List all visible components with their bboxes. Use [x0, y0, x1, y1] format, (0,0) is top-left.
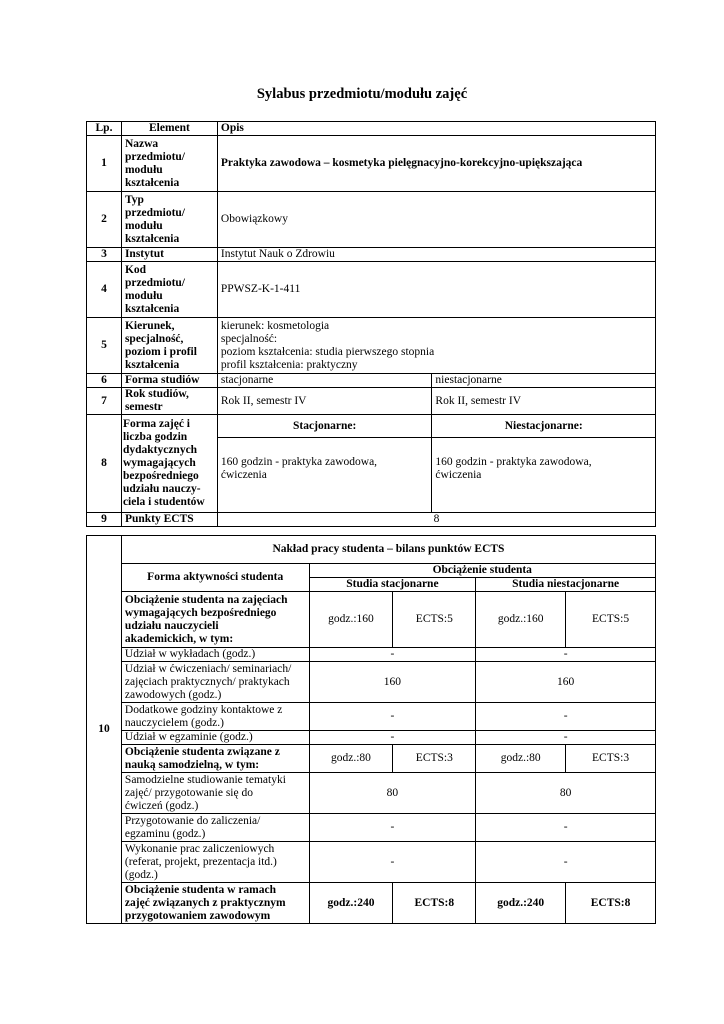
- activity-label: Obciążenie studenta związane z nauką samodzielną, w tym:: [121, 745, 309, 773]
- table-row: [87, 648, 656, 662]
- stac-ects: ECTS:3: [393, 745, 476, 773]
- activity-label: Wykonanie prac zaliczeniowych (referat, projekt, prezentacja itd.) (godz.): [121, 842, 309, 883]
- table-row: [87, 374, 656, 388]
- niestac-ects: ECTS:8: [566, 883, 656, 924]
- niestac-header: Niestacjonarne:: [432, 415, 656, 438]
- row-value-niestac: niestacjonarne: [432, 374, 656, 388]
- row-number: 9: [87, 513, 122, 527]
- row-value-stac: Rok II, semestr IV: [217, 388, 432, 415]
- stac-hours: godz.:240: [309, 883, 393, 924]
- stac-hours: godz.:80: [309, 745, 393, 773]
- row-value: PPWSZ-K-1-411: [217, 262, 655, 318]
- row-element: Forma zajęć i liczba godzin dydaktycznych wymagających bezpośredniego udziału nauczy- ciela i studentów: [121, 415, 217, 513]
- row-value-niestac: 160 godzin - praktyka zawodowa, ćwiczenia: [432, 438, 656, 513]
- row-value: kierunek: kosmetologia specjalność: poziom kształcenia: studia pierwszego stopnia profil kształcenia: praktyczny: [217, 318, 655, 374]
- table-row: [87, 773, 656, 814]
- workload-title: Nakład pracy studenta – bilans punktów ECTS: [121, 536, 655, 564]
- stac-value: 160: [309, 662, 476, 703]
- stac-ects: ECTS:8: [393, 883, 476, 924]
- niestac-hours: godz.:80: [476, 745, 566, 773]
- header-load: Obciążenie studenta: [309, 564, 655, 578]
- table-row: [87, 513, 656, 527]
- row-element: Instytut: [121, 248, 217, 262]
- row-element: Nazwa przedmiotu/ modułu kształcenia: [121, 136, 217, 192]
- table-row: [87, 136, 656, 192]
- activity-label: Obciążenie studenta na zajęciach wymagających bezpośredniego udziału nauczycieli akademickich, w tym:: [121, 592, 309, 648]
- row-value-stac: stacjonarne: [217, 374, 432, 388]
- header-stac: Studia stacjonarne: [309, 578, 476, 592]
- document-title: Sylabus przedmiotu/modułu zajęć: [256, 86, 468, 102]
- row-element: Punkty ECTS: [121, 513, 217, 527]
- niestac-value: -: [476, 842, 656, 883]
- niestac-hours: godz.:240: [476, 883, 566, 924]
- header-activity: Forma aktywności studenta: [121, 564, 309, 592]
- row-element: Kod przedmiotu/ modułu kształcenia: [121, 262, 217, 318]
- niestac-value: -: [476, 731, 656, 745]
- activity-label: Samodzielne studiowanie tematyki zajęć/ przygotowanie się do ćwiczeń (godz.): [121, 773, 309, 814]
- activity-label: Udział w egzaminie (godz.): [121, 731, 309, 745]
- row-element: Kierunek, specjalność, poziom i profil kształcenia: [121, 318, 217, 374]
- stac-ects: ECTS:5: [393, 592, 476, 648]
- stac-value: -: [309, 814, 476, 842]
- row-number: 6: [87, 374, 122, 388]
- row-value: Instytut Nauk o Zdrowiu: [217, 248, 655, 262]
- syllabus-table: [86, 121, 656, 527]
- table-row: [87, 248, 656, 262]
- row-value: Obowiązkowy: [217, 192, 655, 248]
- stac-value: -: [309, 648, 476, 662]
- header-niestac: Studia niestacjonarne: [476, 578, 656, 592]
- workload-title-row: [87, 536, 656, 564]
- stac-value: 80: [309, 773, 476, 814]
- activity-label: Dodatkowe godziny kontaktowe z nauczycielem (godz.): [121, 703, 309, 731]
- table-row: [87, 731, 656, 745]
- stac-value: -: [309, 703, 476, 731]
- stac-header: Stacjonarne:: [217, 415, 432, 438]
- table-row: [87, 192, 656, 248]
- row-number: 5: [87, 318, 122, 374]
- niestac-value: -: [476, 648, 656, 662]
- stac-hours: godz.:160: [309, 592, 393, 648]
- niestac-value: 160: [476, 662, 656, 703]
- table-row: [87, 415, 656, 438]
- row-number: 2: [87, 192, 122, 248]
- workload-header-row: [87, 564, 656, 578]
- activity-label: Przygotowanie do zaliczenia/ egzaminu (godz.): [121, 814, 309, 842]
- niestac-value: -: [476, 703, 656, 731]
- niestac-ects: ECTS:3: [566, 745, 656, 773]
- row-number: 3: [87, 248, 122, 262]
- row-number: 7: [87, 388, 122, 415]
- row-value-stac: 160 godzin - praktyka zawodowa, ćwiczenia: [217, 438, 432, 513]
- table-row: [87, 592, 656, 648]
- row-number: 4: [87, 262, 122, 318]
- niestac-hours: godz.:160: [476, 592, 566, 648]
- table-row: [87, 262, 656, 318]
- table-row: [87, 745, 656, 773]
- stac-value: -: [309, 731, 476, 745]
- row-value: 8: [217, 513, 655, 527]
- row-value: Praktyka zawodowa – kosmetyka pielęgnacyjno-korekcyjno-upiększająca: [217, 136, 655, 192]
- table-row: [87, 662, 656, 703]
- niestac-value: 80: [476, 773, 656, 814]
- table-row: [87, 703, 656, 731]
- workload-table: [86, 535, 656, 924]
- table-row: [87, 842, 656, 883]
- table-row: [87, 388, 656, 415]
- niestac-value: -: [476, 814, 656, 842]
- stac-value: -: [309, 842, 476, 883]
- row-element: Rok studiów, semestr: [121, 388, 217, 415]
- table-row: [87, 318, 656, 374]
- table-row: [87, 883, 656, 924]
- niestac-ects: ECTS:5: [566, 592, 656, 648]
- header-element: Element: [121, 122, 217, 136]
- header-lp: Lp.: [87, 122, 122, 136]
- header-opis: Opis: [217, 122, 655, 136]
- row-number: 8: [87, 415, 122, 513]
- table-header-row: [87, 122, 656, 136]
- row-number: 10: [87, 536, 122, 924]
- activity-label: Obciążenie studenta w ramach zajęć związanych z praktycznym przygotowaniem zawodowym: [121, 883, 309, 924]
- activity-label: Udział w ćwiczeniach/ seminariach/ zajęciach praktycznych/ praktykach zawodowych (godz.): [121, 662, 309, 703]
- row-element: Forma studiów: [121, 374, 217, 388]
- table-row: [87, 814, 656, 842]
- row-value-niestac: Rok II, semestr IV: [432, 388, 656, 415]
- row-element: Typ przedmiotu/ modułu kształcenia: [121, 192, 217, 248]
- row-number: 1: [87, 136, 122, 192]
- activity-label: Udział w wykładach (godz.): [121, 648, 309, 662]
